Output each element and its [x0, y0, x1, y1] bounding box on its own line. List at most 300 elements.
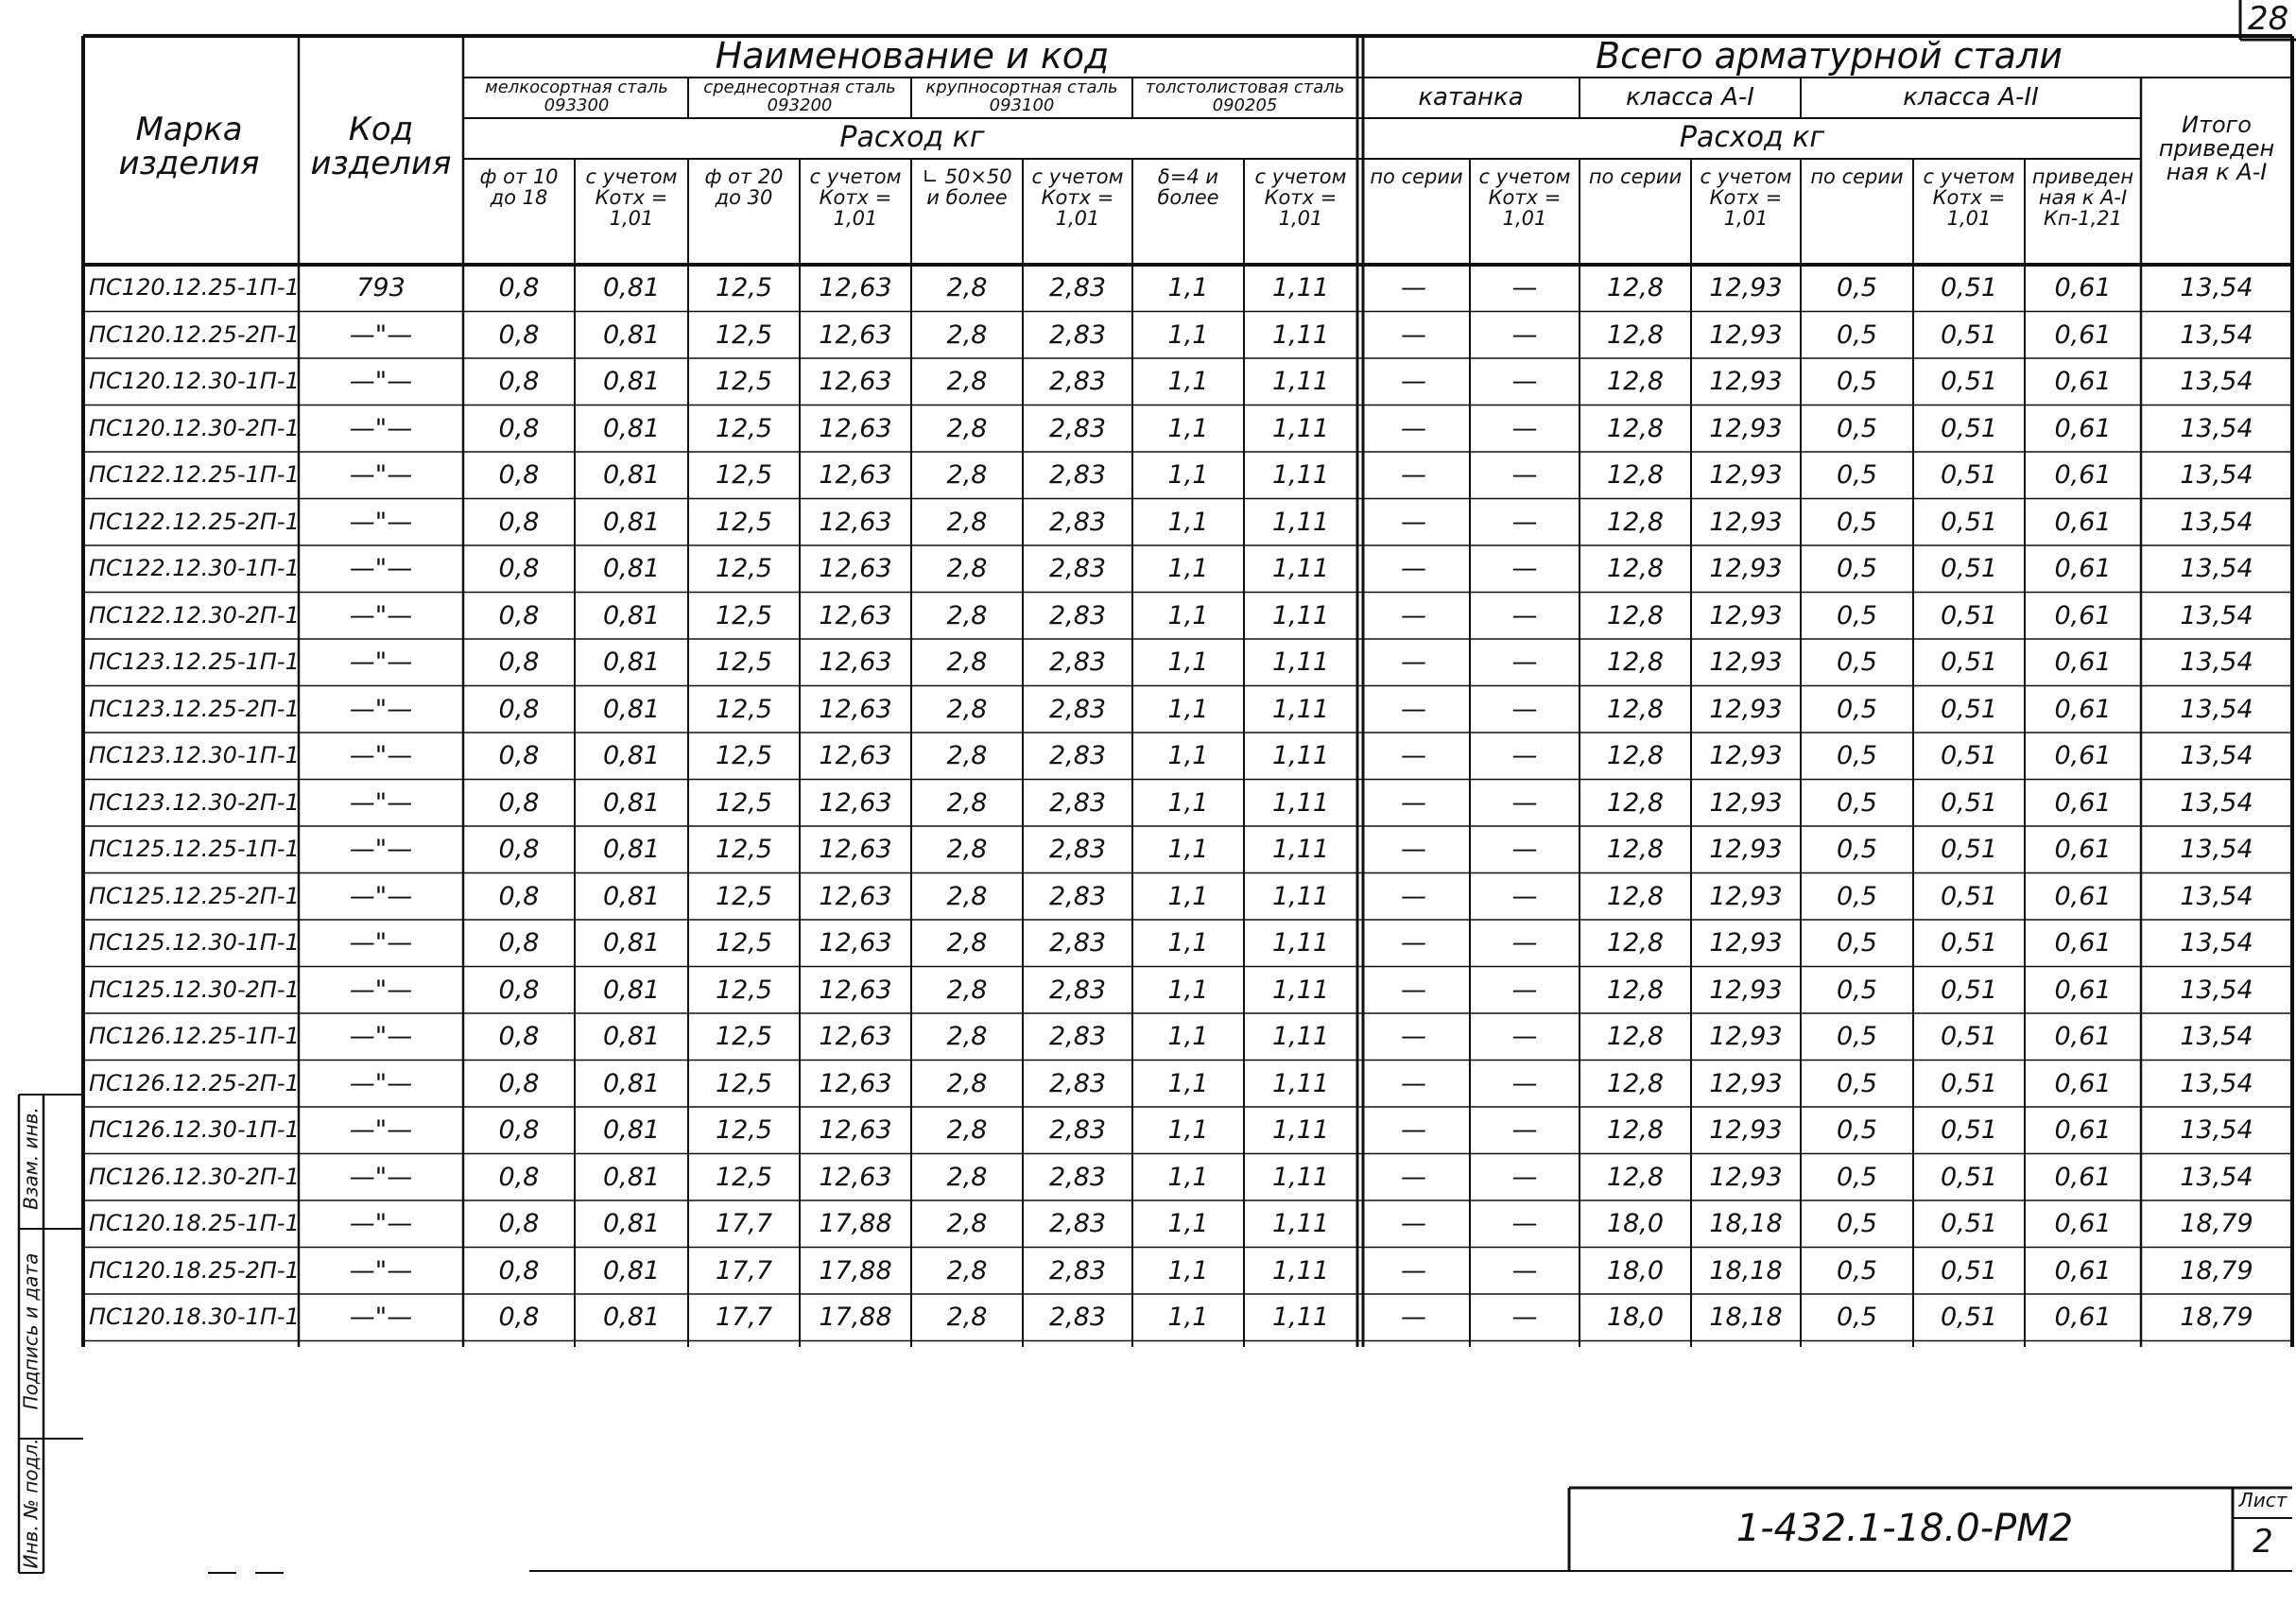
cell-value: 0,5	[1837, 367, 1877, 396]
cell-value: 12,8	[1606, 460, 1665, 490]
cell-value: 12,63	[819, 787, 892, 818]
cell-value: 0,81	[602, 881, 661, 911]
cell-value: 0,51	[1940, 647, 1998, 677]
cell-value: 12,5	[715, 319, 773, 350]
cell-value: 12,93	[1709, 554, 1783, 583]
cell-value: 0,81	[602, 554, 661, 583]
cell-value: 12,93	[1709, 507, 1783, 537]
cell-value: 2,8	[946, 694, 988, 724]
cell-mark: ПС120.12.25-1П-1	[89, 274, 300, 301]
cell-value: 12,5	[715, 367, 773, 396]
cell-value: 0,8	[498, 787, 540, 818]
cell-value: —	[1401, 881, 1426, 911]
cell-value: 12,5	[715, 600, 773, 630]
cell-value: 0,61	[2054, 1115, 2112, 1145]
subheader-cell: ф от 20 до 30	[704, 165, 784, 210]
cell-value: 12,93	[1709, 835, 1783, 864]
cell-value: 12,63	[819, 273, 892, 302]
cell-value: 0,61	[2054, 741, 2112, 770]
cell-value: —	[1401, 1022, 1426, 1051]
cell-value: 12,93	[1709, 881, 1783, 911]
cell-value: 0,51	[1940, 1209, 1998, 1238]
cell-value: 0,5	[1837, 460, 1877, 490]
cell-value: 12,8	[1606, 554, 1665, 583]
subheader-cell: по серии	[1810, 165, 1904, 188]
cell-value: —	[1511, 881, 1538, 911]
cell-value: 0,5	[1837, 928, 1877, 958]
cell-value: 13,54	[2180, 273, 2253, 302]
cell-value: 0,5	[1837, 647, 1877, 677]
cell-value: 0,51	[1940, 835, 1998, 864]
cell-value: 1,1	[1167, 1068, 1209, 1098]
cell-value: 0,61	[2054, 1068, 2112, 1098]
cell-value: 0,51	[1940, 1162, 1998, 1192]
cell-value: 12,63	[819, 1115, 892, 1145]
cell-value: 1,1	[1167, 1209, 1209, 1238]
page-number: 28	[2248, 0, 2289, 38]
side-vzam-inv: Взам. инв.	[19, 1107, 43, 1210]
cell-mark: ПС123.12.25-1П-1	[89, 648, 300, 675]
cell-value: 13,54	[2180, 1068, 2253, 1098]
cell-value: 0,5	[1837, 881, 1877, 911]
cell-value: —	[1401, 1162, 1426, 1192]
cell-mark: ПС120.18.25-2П-1	[89, 1256, 300, 1284]
cell-value: 12,93	[1709, 1162, 1783, 1192]
cell-value: 0,61	[2054, 319, 2112, 350]
cell-value: 12,5	[715, 507, 773, 537]
cell-value: 1,11	[1271, 1209, 1330, 1238]
cell-value: 12,8	[1606, 1115, 1665, 1145]
cell-mark: ПС122.12.30-2П-1	[89, 601, 300, 629]
cell-mark: ПС125.12.25-2П-1	[89, 882, 300, 909]
cell-value: 1,1	[1167, 787, 1209, 818]
cell-value: 0,5	[1837, 787, 1877, 818]
cell-value: 0,8	[498, 928, 540, 958]
cell-value: 0,81	[602, 413, 661, 443]
cell-value: 2,83	[1048, 1022, 1107, 1051]
cell-value: 0,51	[1940, 413, 1998, 443]
header-marka: Марка изделия	[118, 111, 260, 182]
cell-value: 0,8	[498, 694, 540, 724]
cell-code: —"—	[349, 1255, 413, 1286]
cell-value: 0,8	[498, 1115, 540, 1145]
rashod-kg-left: Расход кг	[839, 121, 985, 154]
cell-code: —"—	[349, 413, 413, 443]
cell-value: 2,83	[1048, 1209, 1107, 1238]
cell-code: —"—	[349, 928, 413, 958]
cell-value: 12,8	[1606, 507, 1665, 537]
cell-value: —	[1401, 600, 1426, 630]
cell-value: 17,7	[715, 1303, 773, 1332]
cell-value: 12,5	[715, 1115, 773, 1145]
cell-value: —	[1511, 1209, 1538, 1238]
cell-value: 0,51	[1940, 1068, 1998, 1098]
cell-value: 0,81	[602, 694, 661, 724]
cell-value: 0,81	[602, 1022, 661, 1051]
cell-value: —	[1511, 273, 1538, 302]
cell-value: 0,8	[498, 647, 540, 677]
cell-value: 12,93	[1709, 975, 1783, 1005]
cell-value: 1,1	[1167, 273, 1209, 302]
cell-value: 2,83	[1048, 460, 1107, 490]
cell-value: 2,83	[1048, 741, 1107, 770]
cell-value: 1,11	[1271, 319, 1330, 350]
cell-value: —	[1511, 367, 1538, 396]
cell-value: 17,7	[715, 1209, 773, 1238]
cell-code: —"—	[349, 741, 413, 770]
group-ai: класса А-I	[1626, 83, 1754, 112]
cell-value: 12,93	[1709, 787, 1783, 818]
cell-value: 12,5	[715, 975, 773, 1005]
cell-value: —	[1511, 600, 1538, 630]
cell-value: 0,51	[1940, 367, 1998, 396]
cell-value: 12,63	[819, 1162, 892, 1192]
cell-value: 13,54	[2180, 554, 2253, 583]
cell-value: 0,61	[2054, 413, 2112, 443]
cell-value: 1,11	[1271, 1022, 1330, 1051]
cell-value: —	[1401, 975, 1426, 1005]
group-tolsto: толстолистовая сталь 090205	[1145, 78, 1345, 115]
cell-value: 18,18	[1709, 1209, 1783, 1238]
cell-value: 0,81	[602, 507, 661, 537]
cell-value: 17,88	[819, 1303, 892, 1332]
cell-value: 2,83	[1048, 975, 1107, 1005]
cell-value: 12,63	[819, 600, 892, 630]
cell-value: —	[1511, 319, 1538, 350]
cell-value: 13,54	[2180, 741, 2253, 770]
cell-value: 12,63	[819, 1022, 892, 1051]
cell-value: 2,8	[946, 881, 988, 911]
cell-code: —"—	[349, 460, 413, 490]
cell-value: 0,51	[1940, 319, 1998, 350]
cell-value: 12,63	[819, 1068, 892, 1098]
cell-value: 0,61	[2054, 1303, 2112, 1332]
cell-value: 18,79	[2180, 1209, 2253, 1238]
cell-value: 2,83	[1048, 835, 1107, 864]
subheader-cell: приведен ная к А-I Кп-1,21	[2031, 165, 2134, 231]
cell-value: 1,1	[1167, 741, 1209, 770]
subheader-cell: с учетом Котх = 1,01	[1254, 165, 1347, 231]
cell-value: 0,81	[602, 319, 661, 350]
cell-value: 2,8	[946, 1303, 988, 1332]
subheader-cell: δ=4 и более	[1157, 165, 1219, 210]
cell-value: 12,63	[819, 741, 892, 770]
cell-value: 1,1	[1167, 554, 1209, 583]
cell-value: 12,5	[715, 694, 773, 724]
cell-value: 18,18	[1709, 1255, 1783, 1286]
cell-value: 1,11	[1271, 1255, 1330, 1286]
cell-value: 17,7	[715, 1255, 773, 1286]
cell-value: 0,61	[2054, 881, 2112, 911]
sheet-label: Лист	[2238, 1489, 2287, 1511]
header-kod: Код изделия	[310, 111, 452, 182]
cell-value: 2,8	[946, 319, 988, 350]
side-podpis-data: Подпись и дата	[19, 1252, 43, 1410]
cell-value: —	[1511, 1115, 1538, 1145]
cell-value: —	[1511, 1162, 1538, 1192]
cell-value: 0,61	[2054, 1255, 2112, 1286]
cell-value: 2,8	[946, 1255, 988, 1286]
cell-value: 13,54	[2180, 975, 2253, 1005]
cell-value: 0,61	[2054, 600, 2112, 630]
cell-value: 12,5	[715, 1162, 773, 1192]
cell-value: 0,8	[498, 367, 540, 396]
cell-value: —	[1401, 460, 1426, 490]
cell-mark: ПС122.12.25-1П-1	[89, 461, 300, 488]
doc-code: 1-432.1-18.0-РМ2	[1735, 1507, 2074, 1550]
cell-value: 0,5	[1837, 600, 1877, 630]
cell-value: —	[1401, 273, 1426, 302]
cell-value: 1,11	[1271, 1162, 1330, 1192]
cell-value: 0,81	[602, 647, 661, 677]
cell-value: 2,83	[1048, 1303, 1107, 1332]
cell-value: 2,8	[946, 1115, 988, 1145]
subheader-cell: по серии	[1370, 165, 1463, 188]
cell-value: 12,8	[1606, 975, 1665, 1005]
cell-value: 12,63	[819, 835, 892, 864]
cell-value: —	[1511, 647, 1538, 677]
cell-value: 0,8	[498, 1255, 540, 1286]
cell-value: 0,51	[1940, 554, 1998, 583]
cell-value: 2,8	[946, 600, 988, 630]
cell-value: 2,83	[1048, 367, 1107, 396]
cell-value: 12,93	[1709, 319, 1783, 350]
cell-value: 12,5	[715, 413, 773, 443]
cell-code: —"—	[349, 1303, 413, 1332]
cell-value: 0,51	[1940, 1303, 1998, 1332]
cell-value: 12,5	[715, 787, 773, 818]
group-aii: класса А-II	[1903, 83, 2039, 112]
cell-value: 0,81	[602, 1303, 661, 1332]
cell-value: 0,81	[602, 835, 661, 864]
subheader-cell: ф от 10 до 18	[479, 165, 559, 210]
cell-value: 2,8	[946, 413, 988, 443]
cell-value: —	[1511, 975, 1538, 1005]
cell-value: 12,8	[1606, 319, 1665, 350]
subheader-cell: с учетом Котх = 1,01	[1031, 165, 1124, 231]
cell-value: 2,8	[946, 975, 988, 1005]
cell-value: 2,8	[946, 460, 988, 490]
cell-value: —	[1511, 835, 1538, 864]
cell-value: 18,79	[2180, 1255, 2253, 1286]
cell-value: 13,54	[2180, 835, 2253, 864]
header-vsego: Всего арматурной стали	[1596, 35, 2063, 77]
cell-code: —"—	[349, 600, 413, 630]
cell-value: 13,54	[2180, 367, 2253, 396]
cell-value: 12,93	[1709, 741, 1783, 770]
cell-value: 1,1	[1167, 367, 1209, 396]
cell-value: 1,11	[1271, 460, 1330, 490]
cell-value: —	[1401, 1068, 1426, 1098]
cell-value: 2,83	[1048, 1255, 1107, 1286]
cell-value: 1,11	[1271, 273, 1330, 302]
cell-value: 0,61	[2054, 460, 2112, 490]
cell-mark: ПС125.12.30-1П-1	[89, 929, 300, 956]
cell-value: 13,54	[2180, 787, 2253, 818]
cell-value: 0,81	[602, 273, 661, 302]
cell-value: 1,1	[1167, 694, 1209, 724]
cell-value: 12,93	[1709, 273, 1783, 302]
cell-value: —	[1511, 1255, 1538, 1286]
cell-value: 13,54	[2180, 694, 2253, 724]
cell-code: —"—	[349, 1068, 413, 1098]
cell-value: 12,8	[1606, 600, 1665, 630]
cell-value: 0,51	[1940, 787, 1998, 818]
cell-value: 13,54	[2180, 1115, 2253, 1145]
cell-value: 0,51	[1940, 1115, 1998, 1145]
group-melko: мелкосортная сталь 093300	[485, 78, 668, 115]
cell-value: 12,8	[1606, 835, 1665, 864]
cell-value: —	[1401, 1209, 1426, 1238]
cell-value: 0,5	[1837, 835, 1877, 864]
cell-value: 1,1	[1167, 1303, 1209, 1332]
cell-value: 12,8	[1606, 1068, 1665, 1098]
cell-value: 1,1	[1167, 507, 1209, 537]
cell-value: 0,81	[602, 1162, 661, 1192]
cell-value: 0,8	[498, 507, 540, 537]
cell-value: 1,11	[1271, 600, 1330, 630]
cell-value: 2,8	[946, 273, 988, 302]
cell-value: 12,5	[715, 460, 773, 490]
cell-value: —	[1511, 507, 1538, 537]
cell-value: —	[1401, 741, 1426, 770]
cell-value: 2,8	[946, 741, 988, 770]
cell-value: 12,63	[819, 881, 892, 911]
cell-value: 0,51	[1940, 881, 1998, 911]
cell-value: 2,83	[1048, 319, 1107, 350]
cell-value: 12,5	[715, 928, 773, 958]
cell-value: 1,11	[1271, 554, 1330, 583]
header-itogo: Итого приведен ная к А-I	[2158, 112, 2275, 186]
cell-value: 1,11	[1271, 413, 1330, 443]
cell-code: —"—	[349, 881, 413, 911]
cell-value: 0,51	[1940, 460, 1998, 490]
cell-value: 13,54	[2180, 460, 2253, 490]
cell-value: 18,18	[1709, 1303, 1783, 1332]
cell-value: —	[1511, 928, 1538, 958]
cell-value: 1,11	[1271, 1068, 1330, 1098]
cell-value: 1,11	[1271, 647, 1330, 677]
cell-value: 2,83	[1048, 881, 1107, 911]
cell-value: 12,63	[819, 928, 892, 958]
cell-value: 0,81	[602, 1068, 661, 1098]
cell-value: 0,81	[602, 975, 661, 1005]
cell-mark: ПС120.18.30-1П-1	[89, 1303, 300, 1330]
cell-value: 2,83	[1048, 413, 1107, 443]
cell-value: 0,61	[2054, 835, 2112, 864]
cell-value: 12,93	[1709, 1068, 1783, 1098]
cell-value: 0,8	[498, 1162, 540, 1192]
cell-value: 0,5	[1837, 1303, 1877, 1332]
cell-value: —	[1511, 554, 1538, 583]
cell-value: 0,51	[1940, 273, 1998, 302]
cell-value: 2,83	[1048, 1115, 1107, 1145]
cell-value: 18,0	[1606, 1303, 1665, 1332]
cell-code: —"—	[349, 835, 413, 864]
cell-mark: ПС120.12.30-1П-1	[89, 368, 300, 394]
cell-value: 13,54	[2180, 928, 2253, 958]
cell-value: 18,0	[1606, 1209, 1665, 1238]
side-inv-podl: Инв. № подл.	[19, 1438, 43, 1569]
subheader-cell: с учетом Котх = 1,01	[585, 165, 678, 231]
cell-mark: ПС120.12.25-2П-1	[89, 320, 300, 348]
cell-value: 1,11	[1271, 881, 1330, 911]
cell-value: 0,5	[1837, 319, 1877, 350]
cell-value: 0,81	[602, 787, 661, 818]
cell-value: —	[1401, 647, 1426, 677]
cell-value: 1,11	[1271, 928, 1330, 958]
cell-value: 12,63	[819, 554, 892, 583]
cell-value: 12,93	[1709, 1022, 1783, 1051]
cell-value: 1,1	[1167, 647, 1209, 677]
cell-value: 1,11	[1271, 694, 1330, 724]
cell-value: —	[1511, 460, 1538, 490]
cell-mark: ПС126.12.30-2П-1	[89, 1163, 300, 1190]
cell-mark: ПС125.12.25-1П-1	[89, 836, 300, 862]
cell-value: 2,83	[1048, 1162, 1107, 1192]
cell-value: —	[1511, 413, 1538, 443]
cell-value: 12,63	[819, 460, 892, 490]
cell-value: 13,54	[2180, 1162, 2253, 1192]
cell-value: 0,8	[498, 1022, 540, 1051]
cell-code: —"—	[349, 1115, 413, 1145]
cell-code: —"—	[349, 554, 413, 583]
cell-value: 1,1	[1167, 1255, 1209, 1286]
cell-mark: ПС122.12.30-1П-1	[89, 555, 300, 581]
cell-value: 12,8	[1606, 1162, 1665, 1192]
cell-value: —	[1401, 413, 1426, 443]
cell-value: 2,8	[946, 367, 988, 396]
cell-value: —	[1401, 319, 1426, 350]
cell-value: 0,61	[2054, 928, 2112, 958]
cell-value: 0,81	[602, 1115, 661, 1145]
cell-value: 0,5	[1837, 413, 1877, 443]
cell-value: 0,61	[2054, 1022, 2112, 1051]
cell-value: 12,93	[1709, 1115, 1783, 1145]
subheader-cell: ∟ 50×50 и более	[922, 165, 1012, 210]
cell-value: 0,5	[1837, 554, 1877, 583]
cell-value: 2,8	[946, 928, 988, 958]
cell-value: 2,83	[1048, 928, 1107, 958]
cell-value: 1,11	[1271, 975, 1330, 1005]
cell-value: 0,61	[2054, 787, 2112, 818]
cell-value: 0,8	[498, 319, 540, 350]
cell-value: 1,11	[1271, 787, 1330, 818]
cell-value: 12,5	[715, 881, 773, 911]
cell-value: 12,8	[1606, 694, 1665, 724]
cell-value: —	[1401, 507, 1426, 537]
cell-value: 13,54	[2180, 413, 2253, 443]
cell-value: 0,81	[602, 367, 661, 396]
cell-code: —"—	[349, 694, 413, 724]
cell-value: 1,1	[1167, 881, 1209, 911]
cell-value: 2,8	[946, 835, 988, 864]
cell-code: —"—	[349, 787, 413, 818]
cell-value: 12,63	[819, 694, 892, 724]
cell-value: 1,1	[1167, 413, 1209, 443]
cell-value: 12,63	[819, 413, 892, 443]
cell-value: 0,8	[498, 600, 540, 630]
cell-value: 0,51	[1940, 1022, 1998, 1051]
cell-value: 18,79	[2180, 1303, 2253, 1332]
cell-code: —"—	[349, 367, 413, 396]
cell-value: —	[1511, 741, 1538, 770]
cell-value: 12,8	[1606, 413, 1665, 443]
group-katanka: катанка	[1418, 83, 1524, 112]
cell-value: 12,5	[715, 273, 773, 302]
cell-value: 18,0	[1606, 1255, 1665, 1286]
cell-value: 13,54	[2180, 881, 2253, 911]
